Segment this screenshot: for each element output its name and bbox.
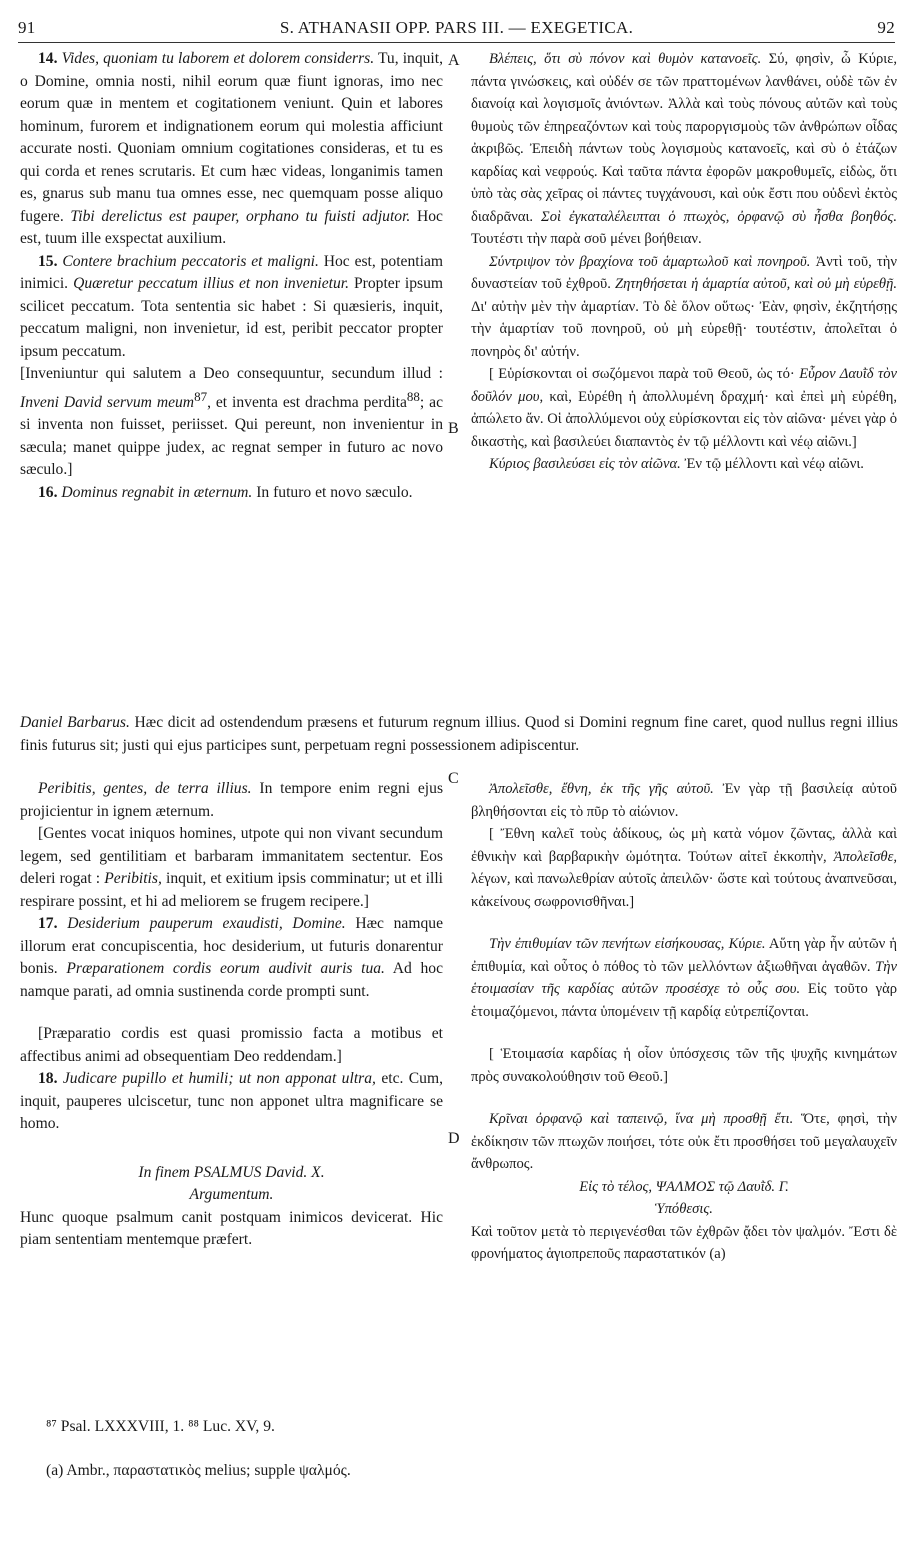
greek-column-top xyxy=(471,48,897,476)
greek-peribitis: Ἀπολεῖσθε, ἔθνη, ἐκ τῆς γῆς αὐτοῦ. Ἐν γὰρ τῇ βασιλείᾳ αὐτοῦ βληθήσονται εἰς τὸ πῦρ τὸ αἰώνιον. xyxy=(471,781,898,820)
latin-column-bottom xyxy=(20,778,443,1252)
commentator-name: Daniel Barbarus. xyxy=(20,714,130,731)
greek-bracket-3: [ Ἑτοιμασία καρδίας ἡ οἷον ὑπόσχεσις τῶν τῆς ψυχῆς κινημάτων πρὸς συνακολούθησιν τοῦ Θεοῦ.] xyxy=(471,1046,897,1085)
page-number-right: 92 xyxy=(877,18,895,37)
greek-column-bottom xyxy=(471,778,897,1266)
latin-bracket-3: [Præparatio cordis est quasi promissio facta a motibus et affectibus animi ad obsequentiam Deo reddendam.] xyxy=(20,1025,443,1065)
latin-bracket-1: [Inveniuntur qui salutem a Deo consequuntur, secundum illud : Inveni David servum meum$^{87}$, et inventa est drachma perdita$^{88}$; ac si inventa non fuisset, periisset. Qui pereunt, non invenientur in sæcula; manet quippe judex, ac regnat semper in futuro ac novo sæculo.] xyxy=(20,365,443,479)
section-marker-d: D xyxy=(448,1130,460,1147)
greek-bracket-2: [ Ἔθνη καλεῖ τοὺς ἀδίκους, ὡς μὴ κατὰ νόμον ζῶντας, ἀλλὰ καὶ ἐθνικὴν καὶ βαρβαρικὴν ὠμότητα. Τούτων αἰτεῖ ἐκκοπὴν, Ἀπολεῖσθε, λέγων, καὶ πανωλεθρίαν αὐτοῖς ἀπειλῶν· ὥστε καὶ τούτους ἀναπνεῦσαι, κἀκείνους σωφρονισθῆναι.] xyxy=(471,826,897,910)
section-marker-a: A xyxy=(448,52,460,69)
footnote-a: (a) Ambr., παραστατικὸς melius; supple ψαλμός. xyxy=(46,1462,351,1479)
latin-verse-17: 17. Desiderium pauperum exaudisti, Domine. Hæc namque illorum erat concupiscentia, hoc desiderium, ut futuris donarentur bonis. Præparationem cordis eorum audivit auris tua. Ad hoc namque parati, ad omnia sustinenda corde prompti sunt. xyxy=(20,915,443,1000)
section-marker-c: C xyxy=(448,770,459,787)
latin-psalm-title: In finem PSALMUS David. X. xyxy=(138,1163,325,1181)
running-title: S. ATHANASII OPP. PARS III. — EXEGETICA. xyxy=(279,18,634,37)
greek-verse-18: Κρῖναι ὀρφανῷ καὶ ταπεινῷ, ἵνα μὴ προσθῇ ἔτι. Ὅτε, φησὶ, τὴν ἐκδίκησιν τῶν πτωχῶν ποιήσει, τότε οὐκ ἔτι προσθήσει τοῦ μεγαλαυχεῖν ἄνθρωπος. xyxy=(471,1111,897,1172)
greek-verse-14: Βλέπεις, ὅτι σὺ πόνον καὶ θυμὸν κατανοεῖς. Σύ, φησὶν, ὦ Κύριε, πάντα γινώσκεις, καὶ οὐδέν σε τῶν πραττομένων λανθάνει, οὐδὲ τῶν ἐν διανοίᾳ καὶ λογισμοῖς ἀνιόντων. Ἀλλὰ καὶ τοὺς πόνους αὐτῶν καὶ τοὺς θυμοὺς τῶν ἐπηρεαζόντων καὶ τοὺς παροργισμοὺς τῶν ἀνθρώπων οἶδας ἀκριβῶς. Ἐπειδὴ πάντων τοὺς λογισμοὺς κατανοεῖς, καὶ σὺ ὁ ἐτάζων καρδίας καὶ νεφρούς. Καὶ ταῦτα πάντα ἐφορῶν μακροθυμεῖς, εἰδὼς, ὅτι ὑπὸ τὰς σὰς χεῖρας οἱ πάντες τυγχάνουσι, καὶ οὐκ ἔστι που οὐδενὶ ἐκτὸς διαδρᾶναι. Σοὶ ἐγκαταλέλειπται ὁ πτωχὸς, ὀρφανῷ σὺ ἦσθα βοηθός. Τουτέστι τὴν παρὰ σοῦ μένει βοήθειαν. xyxy=(471,51,898,247)
header-rule xyxy=(18,42,895,43)
latin-verse-15: 15. Contere brachium peccatoris et maligni. Hoc est, potentiam inimici. Quæretur peccatum illius et non invenietur. Propter ipsum scilicet peccatum. Tota sententia sic habet : Si quæsieris, inquit, peccatum maligni, non invenietur, id est, peribit peccator propter ipsum peccatum. xyxy=(20,252,443,360)
greek-argument-heading: Ὑπόθεσις. xyxy=(655,1201,713,1217)
greek-verse-15: Σύντριψον τὸν βραχίονα τοῦ ἁμαρτωλοῦ καὶ πονηροῦ. Ἀντὶ τοῦ, τὴν δυναστείαν τοῦ ἐχθροῦ. Ζητηθήσεται ἡ ἁμαρτία αὐτοῦ, καὶ οὐ μὴ εὑρεθῇ. Δι' αὐτὴν μὲν τὴν ἁμαρτίαν. Τὸ δὲ ὅλον οὕτως· Ἐὰν, φησὶν, ἐκζητήσῃς τὴν ἁμαρτίαν τοῦ πονηροῦ, οὐ μὴ εὑρεθῇ· τουτέστιν, ἀπολεῖται ὁ πονηρὸς δι' αὐτήν. xyxy=(471,253,898,360)
page-number-left: 91 xyxy=(18,18,36,37)
footnote-ref-88: 88 xyxy=(406,388,420,404)
greek-verse-16: Κύριος βασιλεύσει εἰς τὸν αἰῶνα. Ἐν τῷ μέλλοντι καὶ νέῳ αἰῶνι. xyxy=(489,456,864,472)
latin-peribitis: Peribitis, gentes, de terra illius. In tempore enim regni ejus projicientur in ignem æternum. xyxy=(20,780,444,820)
section-marker-b: B xyxy=(448,420,459,437)
latin-verse-14: 14. Vides, quoniam tu laborem et dolorem considerrs. Tu, inquit, o Domine, omnia nosti, nihil eorum quæ fiunt ignoras, imo nec eorum quæ in mentem et cogitationem veniunt. Quin et labores hominum, furorem et indignationem eorum qui molestia afficiunt accurate nosti. Quoniam omnium cogitationes consideras, et tu es qui corda et renes scrutaris. Et cum hæc videas, longanimis tamen es, gnarus sub manu tua omnes esse, nec quemquam posse aliquo fugere. Tibi derelictus est pauper, orphano tu fuisti adjutor. Hoc est, tuum ille exspectat auxilium. xyxy=(20,50,443,247)
latin-verse-16: 16. Dominus regnabit in æternum. In futuro et novo sæculo. xyxy=(38,483,413,501)
daniel-barbarus-note: Daniel Barbarus. Hæc dicit ad ostendendum præsens et futurum regnum illius. Quod si Domini regnum fine caret, quod nullus regni illius finis futurus sit; justi qui ejus participes sunt, perpetuam regni possessionem adipiscentur. xyxy=(20,714,898,754)
greek-argument-text: Καὶ τοῦτον μετὰ τὸ περιγενέσθαι τῶν ἐχθρῶν ᾄδει τὸν ψαλμόν. Ἔστι δὲ φρονήματος ἁγιοπρεποῦς παραστατικόν (a) xyxy=(471,1223,897,1262)
latin-argument-text: Hunc quoque psalmum canit postquam inimicos devicerat. Hic piam sententiam mentemque præfert. xyxy=(20,1208,443,1248)
latin-verse-18: 18. Judicare pupillo et humili; ut non apponat ultra, etc. Cum, inquit, pauperes ulciscetur, tunc non apponet ultra magnificare se homo. xyxy=(20,1070,443,1132)
latin-argument-heading: Argumentum. xyxy=(189,1186,274,1203)
latin-column-top xyxy=(20,48,443,504)
greek-verse-17: Τὴν ἐπιθυμίαν τῶν πενήτων εἰσήκουσας, Κύριε. Αὕτη γὰρ ἦν αὐτῶν ἡ ἐπιθυμία, καὶ οὗτος ὁ πόθος τὸ τῶν μελλόντων ἀξιωθῆναι ἀγαθῶν. Τὴν ἑτοιμασίαν τῆς καρδίας αὐτῶν προσέσχε τὸ οὖς σου. Εἰς τοῦτο γὰρ ἑτοιμαζόμενοι, πάντα ὑπομένειν τῇ καρδίᾳ εὐτρεπίζονται. xyxy=(471,936,898,1020)
running-head xyxy=(18,18,895,40)
footnote-ref-87: 87 xyxy=(194,388,208,404)
greek-psalm-title: Εἰς τὸ τέλος, ΨΑΛΜΟΣ τῷ Δαυῒδ. Γ. xyxy=(579,1178,789,1195)
latin-bracket-2: [Gentes vocat iniquos homines, utpote qui non vivant secundum legem, sed gentilitiam et barbaram immanitatem sectentur. Eos deleri rogat : Peribitis, inquit, et exitium ipsis comminatur; ut et illi respirare possint, et hi ad meliorem se frugem recipere.] xyxy=(20,825,443,910)
greek-bracket-1: [ Εὑρίσκονται οἱ σωζόμενοι παρὰ τοῦ Θεοῦ, ὡς τό· Εὗρον Δαυῒδ τὸν δοῦλόν μου, καὶ, Εὑρέθη ἡ ἀπολλυμένη δραχμή· καὶ ἐπεὶ μὴ εὑρέθη, ἀπώλετο ἄν. Οἱ ἀπολλύμενοι οὐχ εὑρίσκονται εἰς τὸν αἰῶνα· μένει γὰρ ὁ δικαστὴς, καὶ βασιλεύει διαπαντὸς ἐν τῷ μέλλοντι καὶ νέῳ αἰῶνι.] xyxy=(471,366,897,450)
footnote-references: ⁸⁷ Psal. LXXXVIII, 1. ⁸⁸ Luc. XV, 9. xyxy=(46,1418,275,1435)
